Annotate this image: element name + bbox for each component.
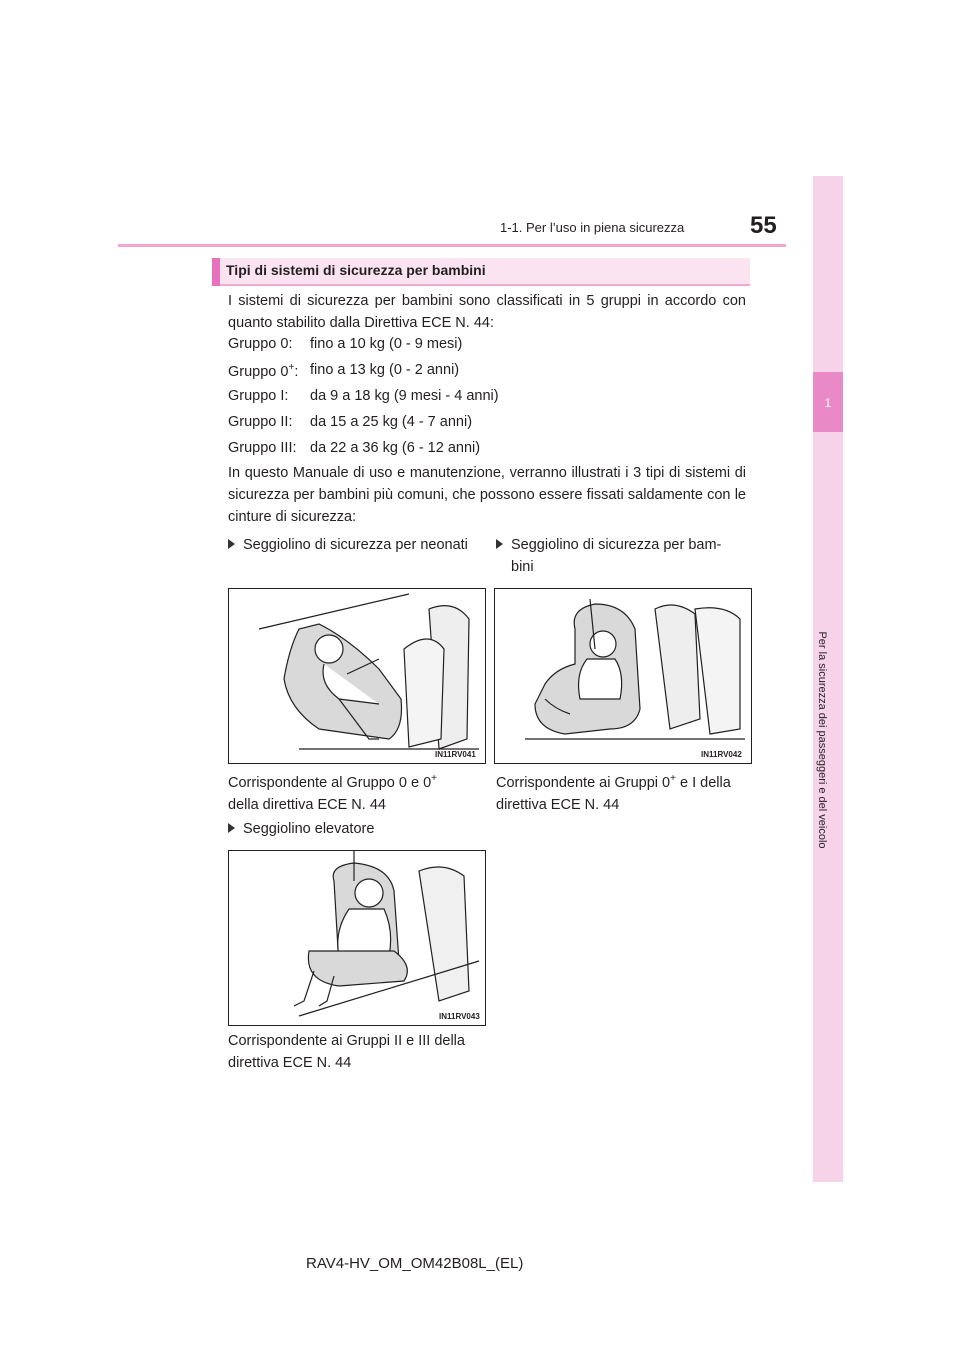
section-heading: 1-1. Per l’uso in piena sicurezza bbox=[500, 220, 685, 235]
group-value: da 9 a 18 kg (9 mesi - 4 anni) bbox=[310, 388, 499, 404]
bullet-arrow-icon bbox=[496, 539, 503, 549]
bullet-arrow-icon bbox=[228, 539, 235, 549]
group-label: Gruppo 0: bbox=[228, 336, 293, 352]
seat-title-child: Seggiolino di sicurezza per bam- bini bbox=[496, 534, 752, 578]
child-seat-illustration bbox=[495, 589, 751, 763]
group-label: Gruppo II: bbox=[228, 414, 293, 430]
section-title: Tipi di sistemi di sicurezza per bambini bbox=[226, 262, 486, 278]
caption-booster-seat: Corrispondente ai Gruppi II e III della direttiva ECE N. 44 bbox=[228, 1033, 465, 1071]
figure-infant-seat bbox=[228, 588, 486, 764]
section-title-bar bbox=[212, 258, 750, 286]
caption-child-seat: Corrispondente ai Gruppi 0+ e I della direttiva ECE N. 44 bbox=[496, 773, 731, 813]
group-label: Gruppo 0+: bbox=[228, 362, 299, 380]
seat-title-infant: Seggiolino di sicurezza per neonati bbox=[228, 534, 488, 556]
document-code: RAV4-HV_OM_OM42B08L_(EL) bbox=[306, 1255, 524, 1272]
group-label: Gruppo I: bbox=[228, 388, 289, 404]
infant-seat-illustration bbox=[229, 589, 485, 763]
intro-paragraph: I sistemi di sicurezza per bambini sono classificati in 5 gruppi in accordo con quanto stabilito dalla Direttiva ECE N. 44: bbox=[228, 293, 746, 331]
group-value: da 15 a 25 kg (4 - 7 anni) bbox=[310, 414, 473, 430]
section-title-accent bbox=[212, 258, 220, 286]
figure-booster-seat bbox=[228, 850, 486, 1026]
booster-seat-illustration bbox=[229, 851, 485, 1025]
caption-infant-seat: Corrispondente al Gruppo 0 e 0+ della direttiva ECE N. 44 bbox=[228, 773, 437, 813]
group-value: fino a 10 kg (0 - 9 mesi) bbox=[310, 336, 463, 352]
header-rule bbox=[118, 244, 786, 247]
chapter-number: 1 bbox=[824, 396, 832, 410]
body-paragraph: In questo Manuale di uso e manutenzione, verranno illustrati i 3 tipi di sistemi di sicurezza per bambini più comuni, che possono essere fissati saldamente con le cinture di sicurezza: bbox=[228, 465, 746, 525]
group-value: da 22 a 36 kg (6 - 12 anni) bbox=[310, 440, 481, 456]
group-label: Gruppo III: bbox=[228, 440, 297, 456]
seat-title-booster: Seggiolino elevatore bbox=[228, 818, 488, 840]
image-code: IN11RV043 bbox=[439, 1012, 480, 1021]
chapter-title: Per la sicurezza dei passeggeri e del veicolo bbox=[816, 631, 828, 849]
page-number: 55 bbox=[750, 212, 777, 239]
chapter-number-tab bbox=[813, 372, 843, 432]
image-code: IN11RV042 bbox=[701, 750, 742, 759]
group-value: fino a 13 kg (0 - 2 anni) bbox=[310, 362, 460, 378]
image-code: IN11RV041 bbox=[435, 750, 476, 759]
bullet-arrow-icon bbox=[228, 823, 235, 833]
figure-child-seat bbox=[494, 588, 752, 764]
